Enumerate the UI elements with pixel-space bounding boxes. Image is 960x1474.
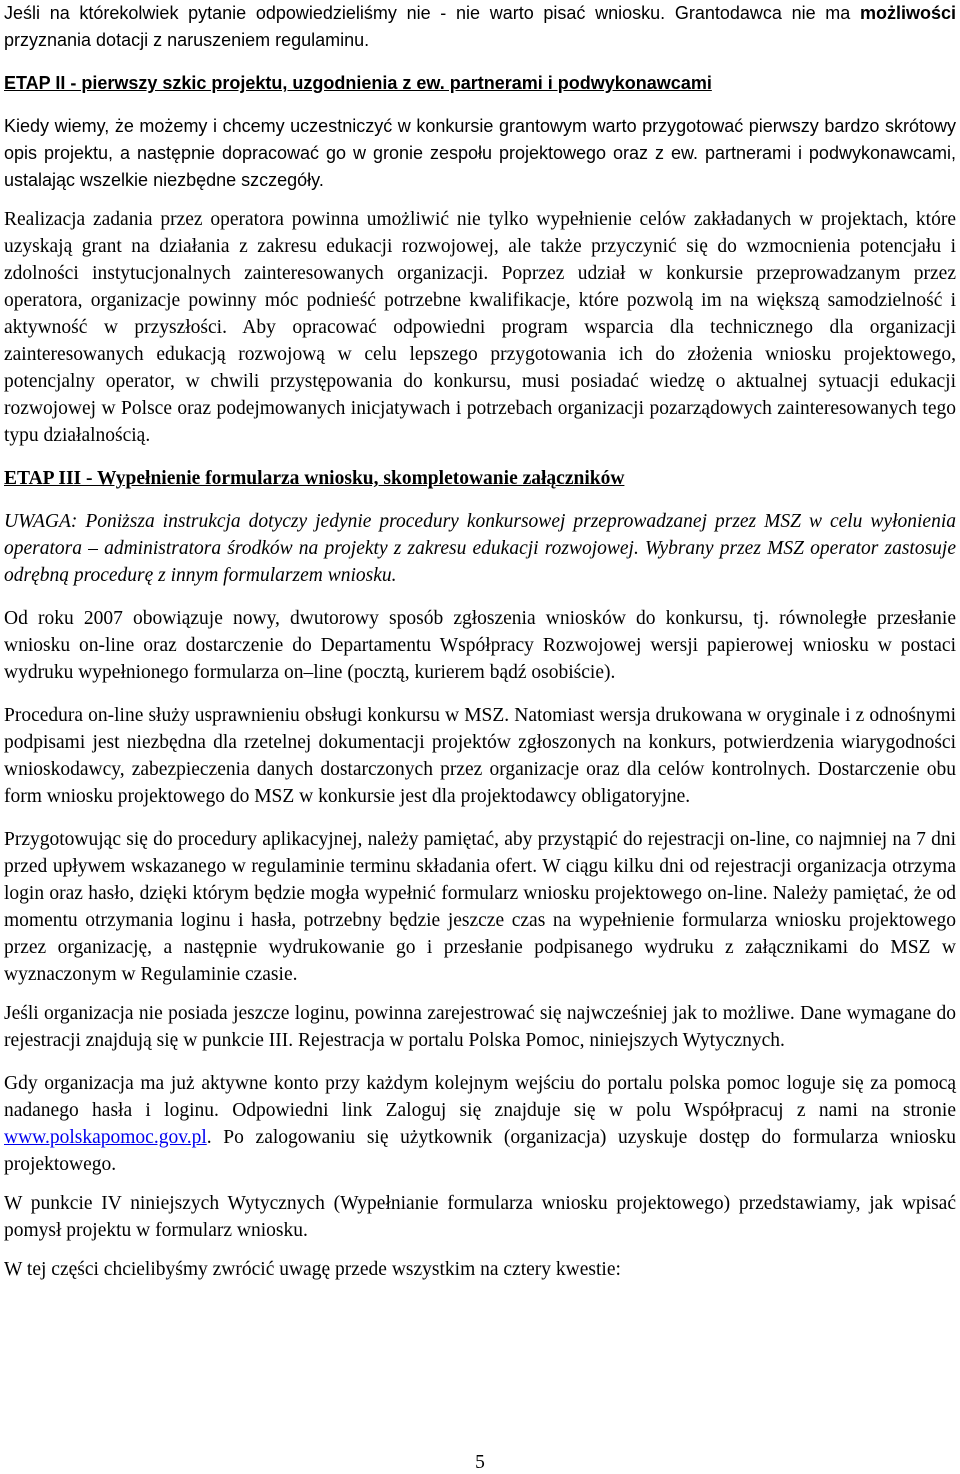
document-page [4, 0, 956, 1283]
etap3-paragraph-7: W tej części chcielibyśmy zwrócić uwagę przede wszystkim na cztery kwestie: [4, 1259, 621, 1280]
etap2-heading: ETAP II - pierwszy szkic projektu, uzgodnienia z ew. partnerami i podwykonawcami [4, 73, 712, 93]
etap2-paragraph-2: Realizacja zadania przez operatora powinna umożliwić nie tylko wypełnienie celów zakładanych w projektach, które uzyskają grant na działania z zakresu edukacji rozwojowej, ale także przyczynić się do wzmocnienia potencjału i zdolności instytucjonalnych zainteresowanych organizacji. Poprzez udział w konkursie przeprowadzanym przez operatora, organizacje powinny móc podnieść potrzebne kwalifikacje, które pozwolą im na większą samodzielność i aktywność w przyszłości. Aby opracować odpowiedni program wsparcia dla technicznego dla organizacji zainteresowanych edukacją rozwojową w celu lepszego przygotowania ich do złożenia wniosku projektowego, potencjalny operator, w chwili przystępowania do konkursu, musi posiadać wiedzę o aktualnej sytuacji edukacji rozwojowej w Polsce oraz podejmowanych inicjatywach i potrzebach organizacji pozarządowych zainteresowanych tego typu działalnością. [4, 209, 956, 446]
etap3-paragraph-3: Przygotowując się do procedury aplikacyjnej, należy pamiętać, aby przystąpić do rejestracji on-line, co najmniej na 7 dni przed upływem wskazanego w regulaminie terminu składania ofert. W ciągu kilku dni od rejestracji organizacja otrzyma login oraz hasło, dzięki którym będzie mogła wypełnić formularz wniosku projektowego on-line. Należy pamiętać, że od momentu otrzymania loginu i hasła, potrzebny będzie jeszcze czas na wypełnienie formularza wniosku projektowego przez organizację, a następnie wydrukowanie go i przesłanie podpisanego wydruku z załącznikami do MSZ w wyznaczonym w Regulaminie czasie. [4, 829, 956, 985]
etap3-paragraph-2: Procedura on-line służy usprawnieniu obsługi konkursu w MSZ. Natomiast wersja drukowana w oryginale i z odnośnymi podpisami jest niezbędna dla rzetelnej dokumentacji projektów zgłoszonych na konkurs, potwierdzenia wiarygodności wnioskodawcy, zabezpieczenia danych dostarczonych przez organizacje oraz dla celów kontrolnych. Dostarczenie obu form wniosku projektowego do MSZ w konkursie jest dla projektodawcy obligatoryjne. [4, 705, 956, 807]
etap3-paragraph-5: Gdy organizacja ma już aktywne konto przy każdym kolejnym wejściu do portalu polska pomoc loguje się za pomocą nadanego hasła i loginu. Odpowiedni link Zaloguj się znajduje się w polu Współpracuj z nami na stronie www.polskapomoc.gov.pl. Po zalogowaniu się użytkownik (organizacja) uzyskuje dostęp do formularza wniosku projektowego. [4, 1073, 956, 1175]
etap3-paragraph-6: W punkcie IV niniejszych Wytycznych (Wypełnianie formularza wniosku projektowego) przedstawiamy, jak wpisać pomysł projektu w formularz wniosku. [4, 1193, 956, 1241]
intro-bold-word: możliwości [859, 3, 956, 23]
intro-paragraph: Jeśli na którekolwiek pytanie odpowiedzieliśmy nie - nie warto pisać wniosku. Grantodawca nie ma możliwości przyznania dotacji z naruszeniem regulaminu. [4, 3, 956, 50]
polskapomoc-link[interactable]: www.polskapomoc.gov.pl [4, 1127, 207, 1148]
page-number: 5 [475, 1452, 485, 1473]
etap2-paragraph-1: Kiedy wiemy, że możemy i chcemy uczestniczyć w konkursie grantowym warto przygotować pierwszy bardzo skrótowy opis projektu, a następnie dopracować go w gronie zespołu projektowego oraz z ew. partnerami i podwykonawcami, ustalając wszelkie niezbędne szczegóły. [4, 116, 956, 190]
etap3-heading: ETAP III - Wypełnienie formularza wniosku, skompletowanie załączników [4, 468, 625, 489]
etap3-paragraph-1: Od roku 2007 obowiązuje nowy, dwutorowy sposób zgłoszenia wniosków do konkursu, tj. równoległe przesłanie wniosku on-line oraz dostarczenie do Departamentu Współpracy Rozwojowej wersji papierowej wniosku w postaci wydruku wypełnionego formularza on–line (pocztą, kurierem bądź osobiście). [4, 608, 956, 683]
etap3-note: UWAGA: Poniższa instrukcja dotyczy jedynie procedury konkursowej przeprowadzanej przez MSZ w celu wyłonienia operatora – administratora środków na projekty z zakresu edukacji rozwojowej. Wybrany przez MSZ operator zastosuje odrębną procedurę z innym formularzem wniosku. [4, 511, 956, 586]
etap3-paragraph-4: Jeśli organizacja nie posiada jeszcze loginu, powinna zarejestrować się najwcześniej jak to możliwe. Dane wymagane do rejestracji znajdują się w punkcie III. Rejestracja w portalu Polska Pomoc, niniejszych Wytycznych. [4, 1003, 956, 1051]
